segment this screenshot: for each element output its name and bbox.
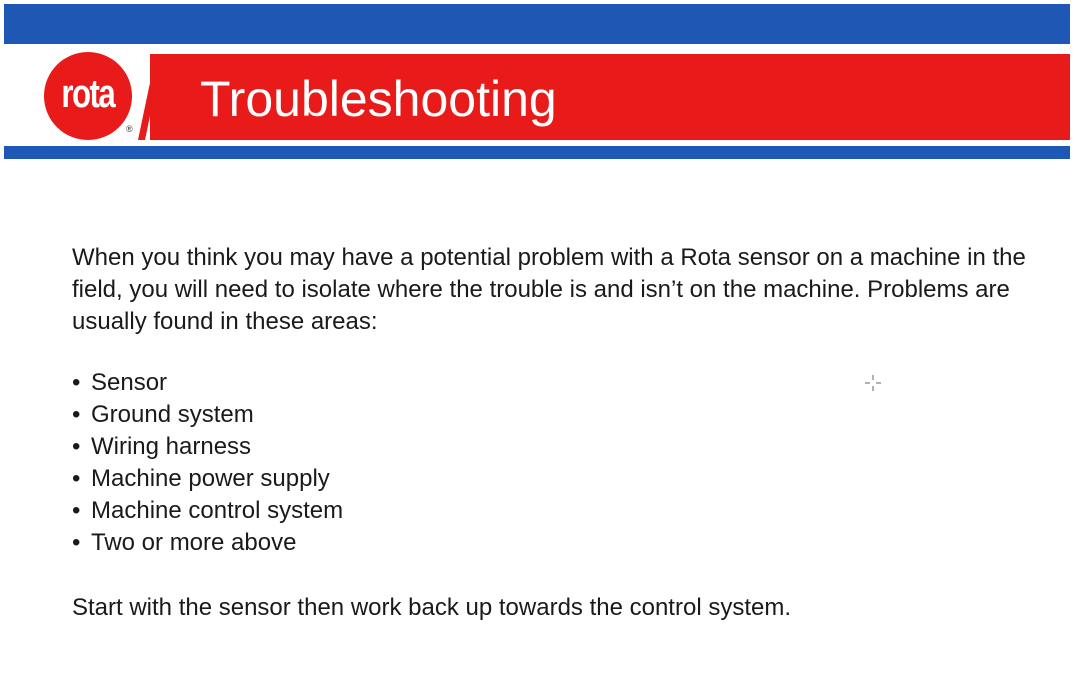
page-title: Troubleshooting (200, 71, 557, 127)
crosshair-cursor-icon (864, 374, 882, 392)
list-item (72, 431, 343, 463)
rota-logo (44, 52, 132, 140)
list-item-label: Two or more above (91, 529, 297, 556)
header-top-blue-bar (4, 4, 1070, 44)
problem-areas-list (72, 367, 343, 559)
list-item (72, 463, 343, 495)
logo-text: rota (61, 72, 115, 116)
bullet-icon: • (72, 369, 81, 396)
bullet-icon: • (72, 401, 81, 428)
double-slash-icon (134, 54, 184, 140)
intro-paragraph: When you think you may have a potential problem with a Rota sensor on a machine in the field, you will need to isolate where the trouble is and isn’t on the machine. Problems are usually found in these areas: (72, 244, 1026, 335)
bullet-icon: • (72, 465, 81, 492)
bullet-icon: • (72, 433, 81, 460)
list-item (72, 495, 343, 527)
list-item-label: Ground system (91, 401, 254, 428)
registered-mark: ® (126, 124, 133, 134)
closing-paragraph: Start with the sensor then work back up towards the control system. (72, 594, 791, 621)
list-item-label: Sensor (91, 369, 168, 396)
list-item-label: Machine control system (91, 497, 344, 524)
bullet-icon: • (72, 497, 81, 524)
list-item (72, 399, 343, 431)
list-item-label: Wiring harness (91, 433, 252, 460)
list-item (72, 527, 343, 559)
bullet-icon: • (72, 529, 81, 556)
list-item (72, 367, 343, 399)
list-item-label: Machine power supply (91, 465, 330, 492)
header-bottom-blue-bar (4, 146, 1070, 159)
